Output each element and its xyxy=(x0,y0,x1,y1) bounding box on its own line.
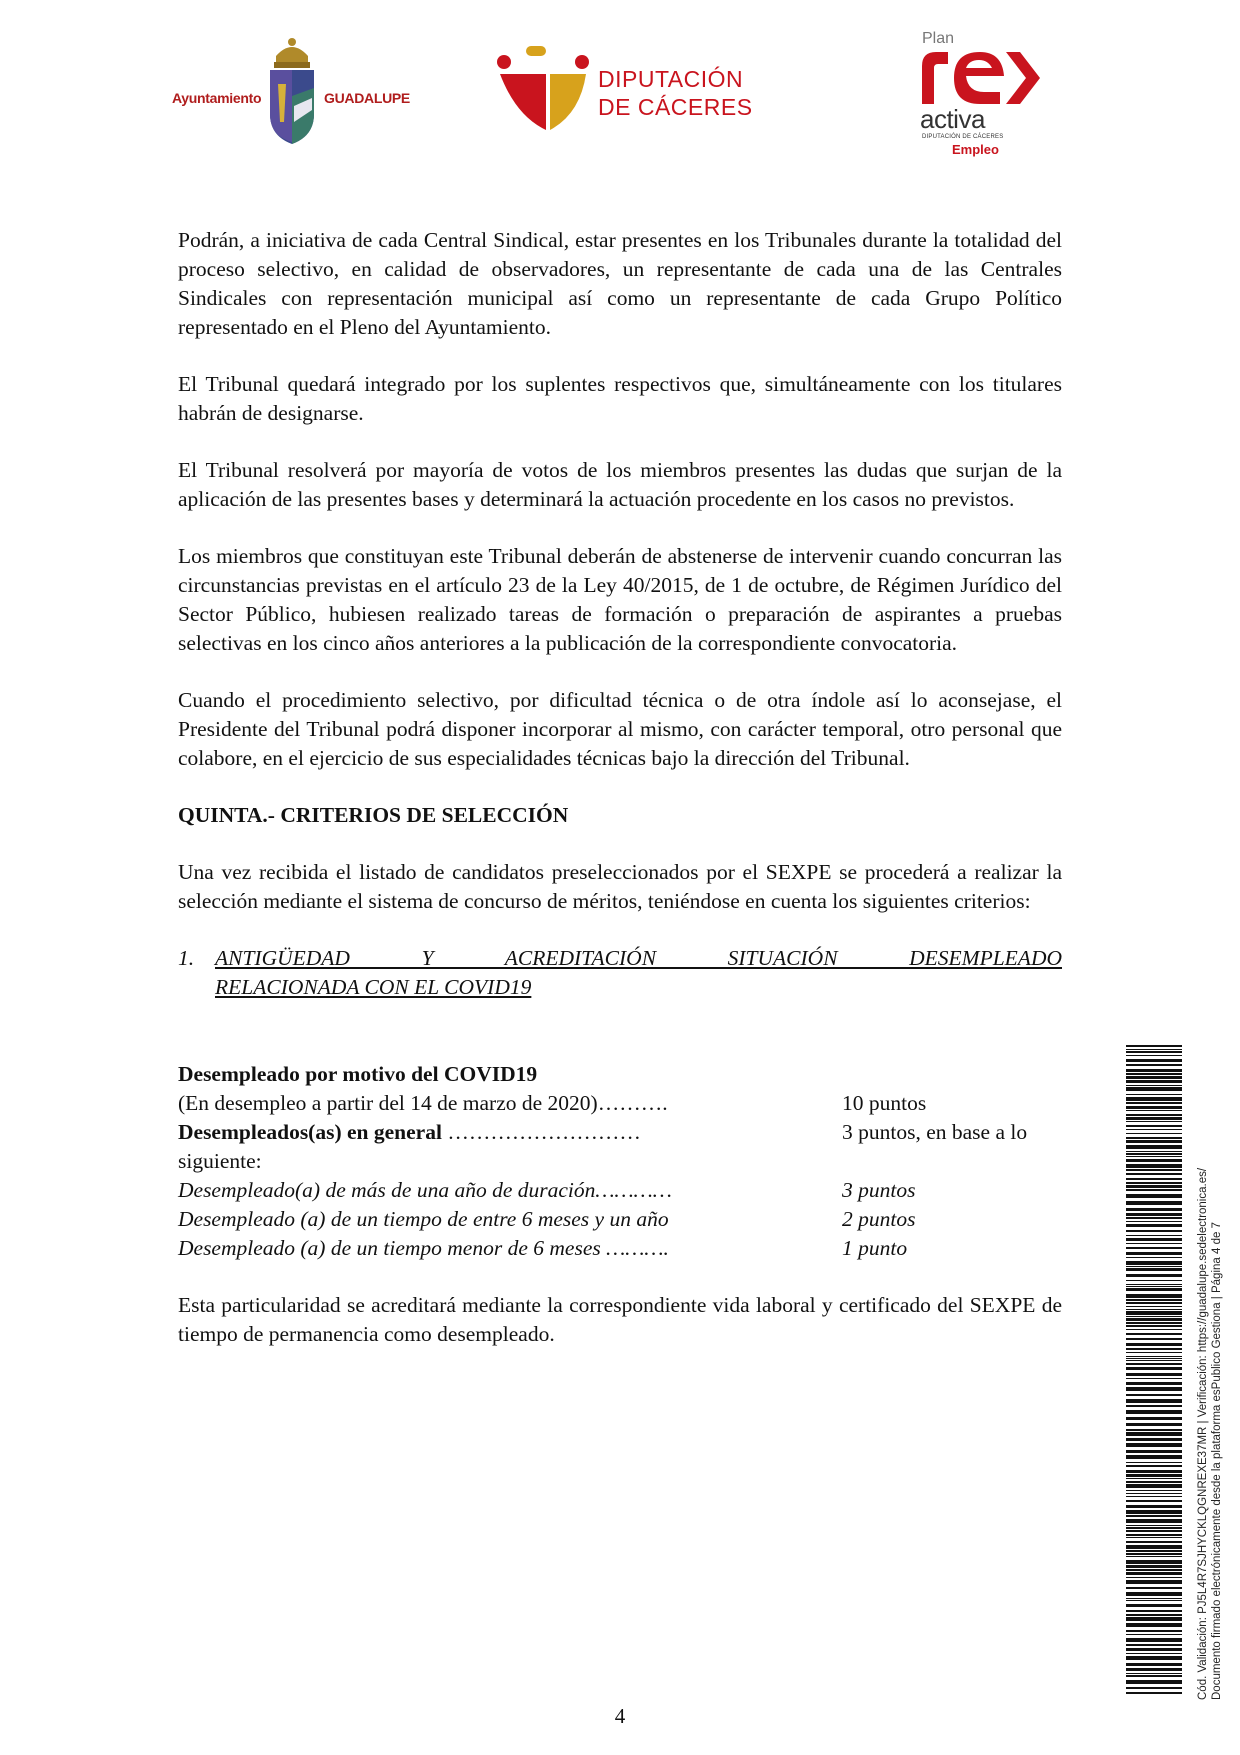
coat-of-arms-icon xyxy=(264,36,320,146)
criteria-points-table xyxy=(178,1060,1062,1263)
criterion-general-label: Desempleados(as) en general xyxy=(178,1120,442,1144)
criterion-b-points: 2 puntos xyxy=(842,1207,916,1231)
diputacion-line2: DE CÁCERES xyxy=(598,94,753,120)
plan-reactiva-logo xyxy=(918,30,1048,170)
document-body xyxy=(178,226,1062,1377)
page-header xyxy=(0,30,1240,180)
barcode-icon xyxy=(1126,1045,1182,1695)
ayuntamiento-label: Ayuntamiento xyxy=(172,90,262,106)
criterion-c-points: 1 punto xyxy=(842,1236,908,1260)
empleo-label: Empleo xyxy=(952,142,999,157)
validation-side-text xyxy=(1196,1168,1224,1700)
criterion-title-line1: ANTIGÜEDAD Y ACREDITACIÓN SITUACIÓN DESEMPLEADO xyxy=(215,946,1062,970)
paragraph-mayoria-votos: El Tribunal resolverá por mayoría de votos de los miembros presentes las dudas que surjan de la aplicación de las presentes bases y determinará la actuación procedente en los casos no previstos. xyxy=(178,458,1062,511)
criterion-covid-heading: Desempleado por motivo del COVID19 xyxy=(178,1062,538,1086)
criterion-general-points: 3 puntos, en base a lo xyxy=(842,1120,1028,1144)
activa-label: activa xyxy=(920,104,985,134)
diputacion-line1: DIPUTACIÓN xyxy=(598,66,744,92)
criterion-a-points: 3 puntos xyxy=(842,1178,916,1202)
criterion-row-a xyxy=(178,1176,1062,1205)
paragraph-asesores: Cuando el procedimiento selectivo, por dificultad técnica o de otra índole así lo aconsejase, el Presidente del Tribunal podrá disponer incorporar al mismo, con carácter temporal, otro personal que colabore, en el ejercicio de sus especialidades técnicas bajo la dirección del Tribunal. xyxy=(178,688,1062,770)
criterion-row-b xyxy=(178,1205,1062,1234)
diputacion-emblem-icon xyxy=(496,46,596,134)
guadalupe-label: GUADALUPE xyxy=(324,90,410,106)
criterion-title-line2: RELACIONADA CON EL COVID19 xyxy=(215,975,532,999)
section-heading: QUINTA.- CRITERIOS DE SELECCIÓN xyxy=(178,803,569,827)
criterion-b-label: Desempleado (a) de un tiempo de entre 6 meses y un año xyxy=(178,1207,669,1231)
criterion-row-c xyxy=(178,1234,1062,1263)
criterion-item-1 xyxy=(178,944,1062,1002)
criterion-covid-row xyxy=(178,1089,1062,1118)
validation-line1: Cód. Validación: PJ5L4R7SJHYCKLQGNREXE37MR | Verificación: https://guadalupe.sedelectronica.es/ xyxy=(1197,1167,1209,1700)
paragraph-abstencion: Los miembros que constituyan este Tribunal deberán de abstenerse de intervenir cuando concurran las circunstancias previstas en el artículo 23 de la Ley 40/2015, de 1 de octubre, de Régimen Jurídico del Sector Público, hubiesen realizado tareas de formación o preparación de aspirantes a pruebas selectivas en los cinco años anteriores a la publicación de la correspondiente convocatoria. xyxy=(178,544,1062,655)
paragraph-acreditacion: Esta particularidad se acreditará mediante la correspondiente vida laboral y certificado del SEXPE de tiempo de permanencia como desempleado. xyxy=(178,1293,1062,1346)
paragraph-criterios-intro: Una vez recibida el listado de candidatos preseleccionados por el SEXPE se procederá a realizar la selección mediante el sistema de concurso de méritos, teniéndose en cuenta los siguientes criterios: xyxy=(178,860,1062,913)
criterion-general-dots: ……………………… xyxy=(441,1120,641,1144)
criterion-general-row xyxy=(178,1118,1062,1147)
criterion-c-label: Desempleado (a) de un tiempo menor de 6 meses ………. xyxy=(178,1236,669,1260)
validation-line2: Documento firmado electrónicamente desde la plataforma esPublico Gestiona | Página 4 de 7 xyxy=(1211,1222,1223,1700)
criterion-covid-label: (En desempleo a partir del 14 de marzo de 2020)………. xyxy=(178,1091,668,1115)
paragraph-observadores: Podrán, a iniciativa de cada Central Sindical, estar presentes en los Tribunales durante la totalidad del proceso selectivo, en calidad de observadores, un representante de cada una de las Centrales Sindicales con representación municipal así como un representante de cada Grupo Político representado en el Pleno del Ayuntamiento. xyxy=(178,228,1062,339)
plan-label: Plan xyxy=(922,30,955,47)
page-number: 4 xyxy=(614,1704,626,1728)
criterion-covid-points: 10 puntos xyxy=(842,1091,927,1115)
plan-sub-label: DIPUTACIÓN DE CÁCERES xyxy=(922,134,1004,140)
ayuntamiento-guadalupe-logo xyxy=(172,36,410,156)
diputacion-caceres-logo xyxy=(496,46,756,136)
criterion-number: 1. xyxy=(178,946,195,970)
criterion-a-label: Desempleado(a) de más de una año de duración………… xyxy=(178,1178,672,1202)
paragraph-suplentes: El Tribunal quedará integrado por los suplentes respectivos que, simultáneamente con los titulares habrán de designarse. xyxy=(178,372,1062,425)
criterion-general-cont: siguiente: xyxy=(178,1149,262,1173)
re-arrow-icon xyxy=(918,46,1044,106)
